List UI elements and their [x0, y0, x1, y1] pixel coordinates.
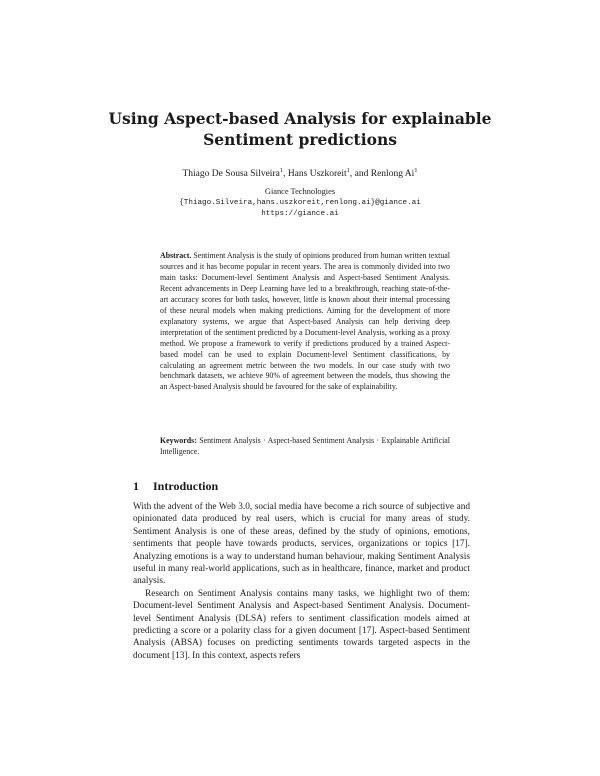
- abstract: [160, 251, 450, 393]
- section-number: 1: [133, 479, 139, 493]
- section-body: [133, 501, 470, 662]
- section-title: Introduction: [153, 479, 219, 493]
- author-separator: ,: [283, 169, 288, 180]
- affiliation-mark: 1: [346, 167, 350, 174]
- paragraph: Research on Sentiment Analysis contains many tasks, we highlight two of them: Document-level Sentiment Analysis and Aspect-based Sentiment Analysis. Document-level Sentiment Analysis (DLSA) refers to sentiment classification models aimed at predicting a score or a polarity class for a given document [17]. Aspect-based Sentiment Analysis (ABSA) focuses on predicting sentiments towards targeted aspects in the document [13]. In this context, aspects refers: [133, 588, 470, 661]
- author-name: Renlong Ai: [370, 169, 415, 180]
- title-line-1: Using Aspect-based Analysis for explainable: [108, 109, 492, 128]
- keywords-text: Sentiment Analysis · Aspect-based Sentiment Analysis · Explainable Artificial Intelligence.: [160, 436, 450, 456]
- author-list: [80, 164, 520, 181]
- affiliation-block: [80, 186, 520, 221]
- author-emails: {Thiago.Silveira,hans.uszkoreit,renlong.ai}@giance.ai: [179, 198, 421, 207]
- paragraph: With the advent of the Web 3.0, social media have become a rich source of subjective and opinionated data produced by real users, which is crucial for many areas of study. Sentiment Analysis is one of these areas, defined by the study of opinions, emotions, sentiments that people have towards products, services, organizations or topics [17]. Analyzing emotions is a way to understand human behaviour, making Sentiment Analysis useful in many real-world applications, such as in healthcare, finance, market and product analysis.: [133, 502, 470, 587]
- affiliation-name: Giance Technologies: [264, 187, 336, 196]
- section-heading: [133, 478, 493, 494]
- abstract-text: Sentiment Analysis is the study of opinions produced from human written textual sources and it has become popular in recent years. The area is commonly divided into two main tasks: Document-level Sentiment Analysis and Aspect-based Sentiment Analysis. Recent advancements in Deep Learning have led to a breakthrough, reaching state-of-the-art accuracy scores for both tasks, however, little is known about their internal processing of these neural models when making predictions. Aiming for the development of more explanatory systems, we argue that Aspect-based Analysis can help deriving deep interpretation of the sentiment predicted by a Document-level Analysis, working as a proxy method. We propose a framework to verify if predictions produced by a trained Aspect-based model can be used to explain Document-level Sentiment classifications, by calculating an agreement metric between the two models. In our case study with two benchmark datasets, we achieve 90% of agreement between the models, thus showing the an Aspect-based Analysis should be favoured for the sake of explainability.: [160, 251, 450, 392]
- affiliation-website: https://giance.ai: [261, 210, 339, 219]
- affiliation-mark: 1: [414, 167, 418, 174]
- title-line-2: Sentiment predictions: [203, 130, 397, 149]
- author-separator: , and: [349, 169, 371, 180]
- keywords-label: Keywords:: [160, 436, 197, 445]
- paper-title: [100, 108, 500, 150]
- affiliation-mark: 1: [279, 167, 284, 174]
- abstract-label: Abstract.: [160, 251, 192, 260]
- author-name: Thiago De Sousa Silveira: [182, 169, 280, 180]
- author-name: Hans Uszkoreit: [287, 169, 347, 180]
- keywords: [160, 436, 450, 458]
